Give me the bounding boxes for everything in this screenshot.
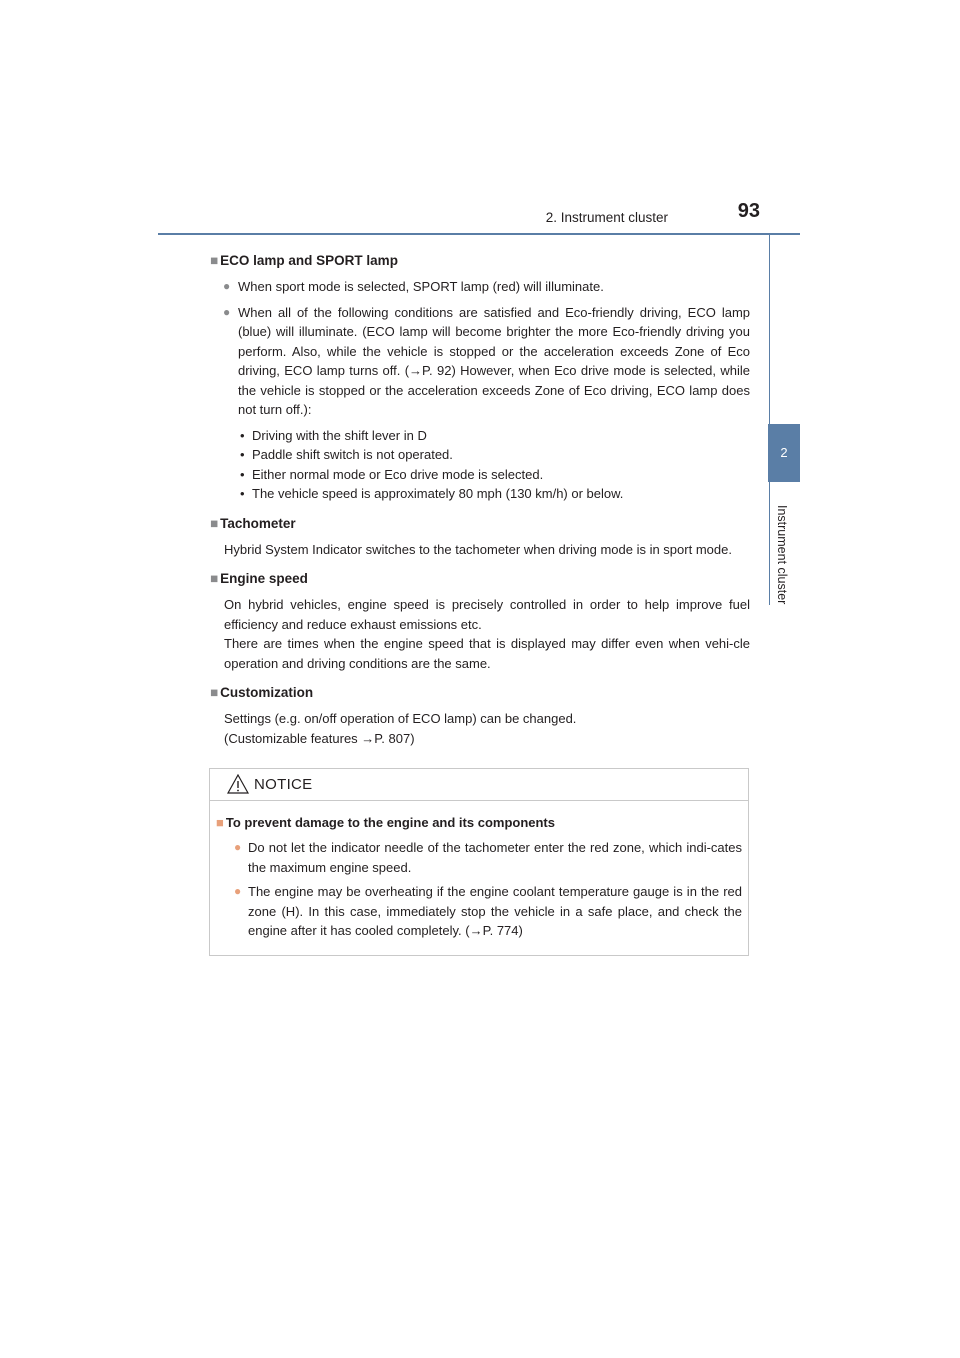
section-heading-tachometer: ■ Tachometer: [210, 515, 296, 531]
customization-text-2: (Customizable features →P. 807): [224, 730, 415, 746]
eco-bullet-sport: ● When sport mode is selected, SPORT lamp (red) will illuminate.: [210, 277, 750, 297]
square-bullet-icon: ■: [210, 515, 219, 531]
eco-bullet-conditions: ● When all of the following conditions are satisfied and Eco-friendly driving, ECO lamp (blue) will illuminate. (ECO lamp will become brighter the more Eco-friendly driving you perform. Also, while the vehicle is stopped or the acceleration exceeds Zone of Eco driving, ECO lamp turns off. (→P. 92) However, when Eco drive mode is selected, while the vehicle is stopped or the acceleration exceeds Zone of Eco driving, ECO lamp does not turn off.):: [223, 304, 750, 417]
notice-title: NOTICE: [254, 776, 313, 793]
side-rule: [769, 233, 770, 605]
notice-bullet-tachometer: ● Do not let the indicator needle of the tachometer enter the red zone, which indi-cates the maximum engine speed.: [234, 840, 742, 875]
engine-speed-text-1: On hybrid vehicles, engine speed is precisely controlled in order to help improve fuel efficiency and reduce exhaust emissions etc.: [224, 597, 750, 632]
condition-list: [210, 426, 750, 504]
chapter-tab[interactable]: 2: [768, 424, 800, 482]
square-bullet-icon: ■: [216, 815, 224, 830]
page-number: 93: [737, 200, 760, 222]
condition-item: • Either normal mode or Eco drive mode is selected.: [240, 466, 544, 482]
circle-bullet-icon: ●: [223, 304, 231, 319]
square-bullet-icon: ■: [210, 253, 219, 268]
section-heading-engine-speed: ■ Engine speed: [210, 571, 308, 586]
condition-item: • Driving with the shift lever in D: [240, 427, 427, 443]
circle-bullet-icon: ●: [223, 279, 231, 293]
square-bullet-icon: ■: [210, 571, 219, 586]
warning-triangle-icon: [227, 774, 249, 794]
main-content: [210, 243, 750, 748]
tachometer-text: Hybrid System Indicator switches to the tachometer when driving mode is in sport mode.: [224, 541, 732, 557]
notice-heading: ■ To prevent damage to the engine and its components: [216, 815, 555, 830]
notice-body: [210, 801, 748, 941]
notice-header: [210, 769, 748, 801]
condition-item: • Paddle shift switch is not operated.: [240, 447, 453, 462]
circle-bullet-icon: ●: [234, 884, 242, 898]
section-heading-eco: ■ ECO lamp and SPORT lamp: [210, 253, 398, 268]
notice-bullet-overheating: ● The engine may be overheating if the engine coolant temperature gauge is in the red zone (H). In this case, immediately stop the vehicle in a safe place, and check the engine after it has cooled completely. (→P. 774): [234, 884, 742, 938]
header-rule: [158, 233, 800, 235]
chapter-title: 2. Instrument cluster: [545, 210, 668, 225]
circle-bullet-icon: ●: [234, 840, 242, 854]
square-bullet-icon: ■: [210, 685, 219, 700]
condition-item: • The vehicle speed is approximately 80 mph (130 km/h) or below.: [240, 486, 624, 501]
chapter-tab-label: Instrument cluster: [775, 505, 789, 605]
engine-speed-text-2: There are times when the engine speed that is displayed may differ even when vehi-cle operation and driving conditions are the same.: [224, 636, 750, 671]
section-heading-customization: ■ Customization: [210, 685, 314, 700]
customization-text-1: Settings (e.g. on/off operation of ECO lamp) can be changed.: [224, 711, 577, 726]
notice-box: [209, 768, 749, 956]
